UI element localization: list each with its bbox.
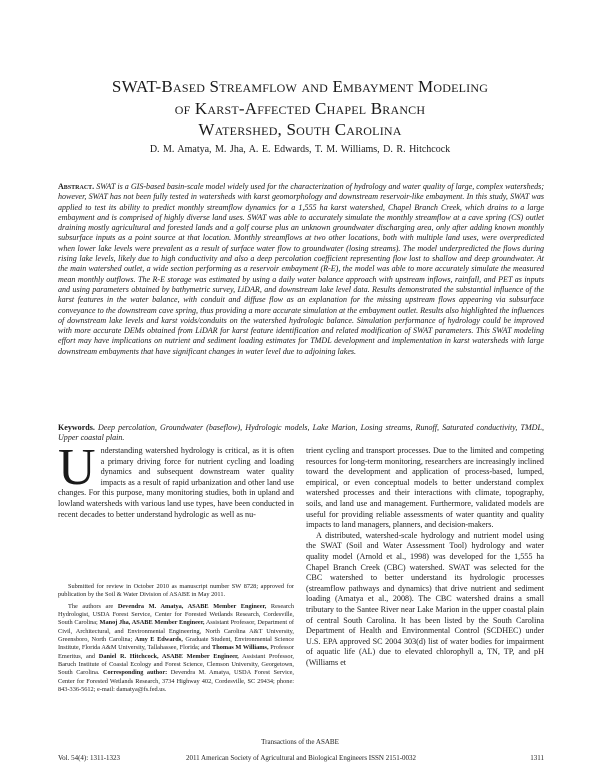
author-affiliation: Professor Emeritus, and: [58, 644, 294, 660]
journal-name: Transactions of the ASABE: [261, 738, 339, 746]
body-paragraph: trient cycling and transport processes. Due to the limited and competing resources for long-term monitoring, researchers are increasingly inclined toward the development and application of process-based, lumped, empirical, or even conceptual models to better understand complex watershed processes and their interactions with climate, topography, soils, and land use and management. Furthermore, validated models are useful for providing reliable assessments of water quantity and quality impacts to land managers, planners, and decision-makers.: [306, 446, 544, 530]
keywords: [58, 423, 544, 444]
corresponding-label: Corresponding author:: [102, 669, 168, 677]
author-name: Amy E Edwards,: [134, 636, 183, 644]
affiliation-intro: The authors are: [68, 602, 114, 610]
keywords-label: Keywords.: [58, 423, 95, 432]
title-line: Watershed, South Carolina: [198, 120, 402, 139]
body-paragraph: A distributed, watershed-scale hydrology and nutrient model using the SWAT (Soil and Water Assessment Tool) hydrology and water quality model (Arnold et al., 1998) was developed for the 1,555 ha Chapel Branch Creek (CBC) watershed. SWAT was selected for the CBC watershed to better understand its hydrologic processes (streamflow pathways and dynamics) that drive nutrient and sediment loading (Amatya et al., 2008). The CBC watershed drains a small tributary to the Santee River near Lake Marion in the upper coastal plain of central South Carolina. It has been listed by the South Carolina Department of Health and Environmental Control (SCDHEC) under U.S. EPA approved SC 2004 303(d) list of water bodies for impairment of aquatic life (AL) due to elevated chlorophyll a, TN, TP, and pH (Williams et: [306, 530, 544, 667]
body-column-right: [306, 446, 544, 668]
author-list: D. M. Amatya, M. Jha, A. E. Edwards, T. M. Williams, D. R. Hitchcock: [149, 144, 451, 155]
volume-info: Vol. 54(4): 1311-1323: [58, 754, 121, 762]
author-name: Thomas M Williams,: [212, 644, 269, 652]
author-name: Devendra M. Amatya, ASABE Member Engineer,: [117, 602, 267, 610]
footnotes: [58, 583, 294, 694]
author-name: Manoj Jha, ASABE Member Engineer,: [99, 619, 205, 627]
page-number: 1311: [530, 754, 544, 762]
abstract-text: SWAT is a GIS-based basin-scale model widely used for the characterization of hydrology and water quality of large, complex watersheds; however, SWAT has not been fully tested in watersheds with karst geomorphology and downstream reservoir-like embayment. In this study, SWAT was applied to test its ability to predict monthly streamflow dynamics for a 1,555 ha karst watershed, Chapel Branch Creek, which drains to a large embayment and is comprised of highly diverse land uses. SWAT was able to accurately simulate the monthly streamflow at a cave spring (CS) outlet draining mostly agricultural and forested lands and a golf course plus an unknown groundwater discharging area, only after adding known monthly subsurface inputs as a point source at that location. Monthly streamflows at two other locations, both with multiple land uses, were overpredicted when lower lake levels were prevalent as a result of surface water flow to groundwater (losing streams). The model underpredicted the flows during rising lake levels, likely due to high conductivity and also a deep percolation coefficient representing flow lost to shallow and deep groundwater. At the main watershed outlet, a wide section performing as a reservoir embayment (R-E), the model was able to more accurately simulate the measured mean monthly outflows. The R-E storage was estimated by using a daily water balance approach with upstream inflows, rainfall, and PET as inputs and using parameters obtained by bathymetric survey, LiDAR, and downstream lake level data. Results demonstrated the substantial influence of the karst features in the water balance, with conduit and diffuse flow as an explanation for the missing upstream flows appearing via subsurface conveyance to the downstream cave spring, thus providing a more accurate simulation at the embayment outlet. Results also highlighted the influences of downstream lake levels and karst voids/conduits on the watershed hydrologic balance. Simulation performance of hydrology could be improved with more accurate DEMs obtained from LiDAR for karst feature identification and related modification of SWAT parameters. This SWAT modeling effort may have implications on nutrient and sediment loading estimates for TMDL development and implementation in karst watersheds with large downstream embayments that have significant changes in water level due to adjoining lakes.: [58, 182, 544, 356]
author-affiliation: Assistant Professor, Baruch Institute of Coastal Ecology and Forest Science, Clemson University, Georgetown, South Carolina.: [58, 652, 294, 677]
author-affiliation: Assistant Professor, Department of Civil, Architectural, and Environmental Engineering, North Carolina A&T University, Greensboro, North Carolina;: [58, 619, 295, 644]
title-line: SWAT-Based Streamflow and Embayment Modeling: [111, 77, 489, 96]
submission-note: Submitted for review in October 2010 as manuscript number SW 8728; approved for publication by the Soil & Water Division of ASABE in May 2011.: [58, 583, 294, 599]
author-name: Daniel R. Hitchcock, ASABE Member Engineer,: [98, 652, 239, 660]
corresponding-text: Devendra M. Amatya, USDA Forest Service, Center for Forested Wetlands Research, 3734 Highway 402, Cordesville, SC 29434; phone: 843-336-5612; e-mail: damatya@fs.fed.us.: [58, 669, 294, 694]
author-affiliations: [58, 603, 294, 695]
copyright-info: 2011 American Society of Agricultural and Biological Engineers ISSN 2151-0032: [185, 754, 417, 762]
title-line: of Karst-Affected Chapel Branch: [174, 98, 426, 118]
abstract: [58, 182, 544, 357]
author-affiliation: Graduate Student, Environmental Science Institute, Florida A&M University, Tallahassee, Florida; and: [58, 636, 294, 652]
keywords-text: Deep percolation, Groundwater (baseflow), Hydrologic models, Lake Marion, Losing streams, Runoff, Saturated conductivity, TMDL, Upper coastal plain.: [58, 423, 544, 443]
abstract-label: Abstract.: [58, 182, 95, 191]
body-column-left: [58, 439, 294, 520]
intro-paragraph: [58, 439, 294, 520]
intro-text: nderstanding watershed hydrology is critical, as it is often a primary driving force for nutrient cycling and loading dynamics and subsequent downstream water quality impacts as a result of rapid urbanization and other land use changes. For this purpose, many monitoring studies, both in upland and lowland watersheds with various land use types, have been conducted in recent decades to better understand hydrologic as well as nu-: [58, 446, 294, 519]
author-affiliation: Research Hydrologist, USDA Forest Service, Center for Forested Wetlands Research, Cordesville, South Carolina;: [58, 602, 294, 627]
drop-cap: U: [58, 439, 96, 496]
paper-title: [40, 76, 560, 141]
